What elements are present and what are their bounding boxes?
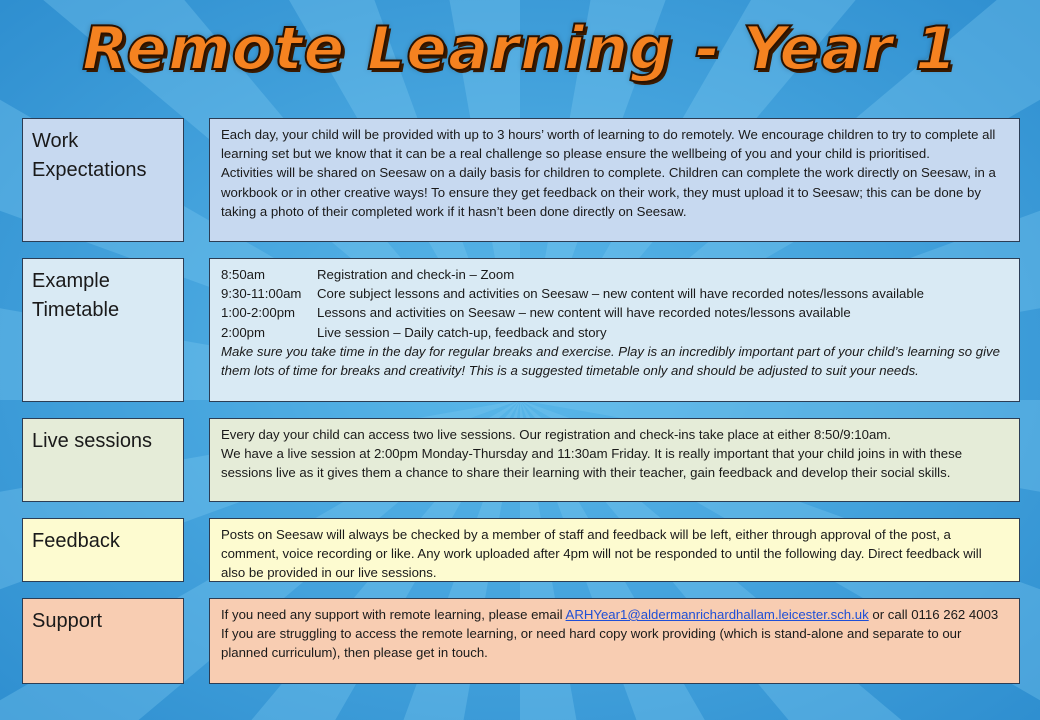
timetable-activity: Lessons and activities on Seesaw – new content will have recorded notes/lessons available — [317, 305, 851, 321]
timetable-entry — [221, 265, 1009, 284]
section-label: Live sessions — [22, 418, 184, 502]
section-feedback — [22, 518, 1020, 582]
timetable-entry — [221, 323, 1009, 342]
support-text: or call 0116 262 4003 — [868, 607, 999, 622]
section-example-timetable — [22, 258, 1020, 402]
timetable-note: Make sure you take time in the day for regular breaks and exercise. Play is an incredibly important part of your child’s learning so give them lots of time for breaks and creativity! This is a suggested timetable only and should be adjusted to suit your needs. — [221, 343, 1000, 379]
section-content — [209, 598, 1020, 684]
section-label: Work Expectations — [22, 118, 184, 242]
timetable-time: 8:50am — [221, 267, 265, 282]
paragraph: Each day, your child will be provided with up to 3 hours’ worth of learning to do remotely. We encourage children to try to complete all learning set but we know that it can be a real challenge so please ensure the wellbeing of you and your child is prioritised. — [221, 127, 996, 162]
paragraph: Activities will be shared on Seesaw on a daily basis for children to complete. Children can complete the work directly on Seesaw, in a workbook or in other creative ways! To ensure they get feedback on their work, they must upload it to Seesaw; this can be done by taking a photo of their completed work if it hasn’t been done directly on Seesaw. — [221, 165, 996, 219]
section-support — [22, 598, 1020, 684]
timetable-activity: Registration and check-in – Zoom — [317, 267, 515, 282]
paragraph: Posts on Seesaw will always be checked by a member of staff and feedback will be left, either through approval of the post, a comment, voice recording or like. Any work uploaded after 4pm will not be responded to until the following day. Direct feedback will also be provided in our live sessions. — [221, 527, 982, 581]
timetable-time: 9:30-11:00am — [221, 286, 302, 302]
paragraph — [221, 605, 1009, 624]
support-text: If you need any support with remote learning, please email — [221, 607, 566, 622]
section-work-expectations — [22, 118, 1020, 242]
paragraph: Every day your child can access two live sessions. Our registration and check-ins take place at either 8:50/9:10am. — [221, 427, 891, 442]
timetable-entry — [221, 303, 1009, 322]
timetable-activity: Core subject lessons and activities on Seesaw – new content will have recorded notes/lessons available — [317, 286, 924, 302]
section-label: Feedback — [22, 518, 184, 582]
section-content — [209, 518, 1020, 582]
timetable-time: 1:00-2:00pm — [221, 305, 296, 321]
timetable-entry — [221, 284, 1009, 303]
section-content — [209, 418, 1020, 502]
paragraph: If you are struggling to access the remote learning, or need hard copy work providing (which is stand-alone and separate to our planned curriculum), then please get in touch. — [221, 626, 962, 661]
section-content — [209, 258, 1020, 402]
timetable-activity: Live session – Daily catch-up, feedback and story — [317, 324, 607, 340]
page-title: Remote Learning - Year 1 — [82, 14, 958, 84]
section-live-sessions — [22, 418, 1020, 502]
timetable-time: 2:00pm — [221, 324, 265, 340]
email-link[interactable]: ARHYear1@aldermanrichardhallam.leicester.sch.uk — [565, 607, 869, 622]
paragraph: We have a live session at 2:00pm Monday-Thursday and 11:30am Friday. It is really important that your child joins in with these sessions live as it gives them a chance to share their learning with their teacher, gain feedback and develop their social skills. — [221, 446, 963, 481]
section-label: Support — [22, 598, 184, 684]
section-label: Example Timetable — [22, 258, 184, 402]
section-content — [209, 118, 1020, 242]
